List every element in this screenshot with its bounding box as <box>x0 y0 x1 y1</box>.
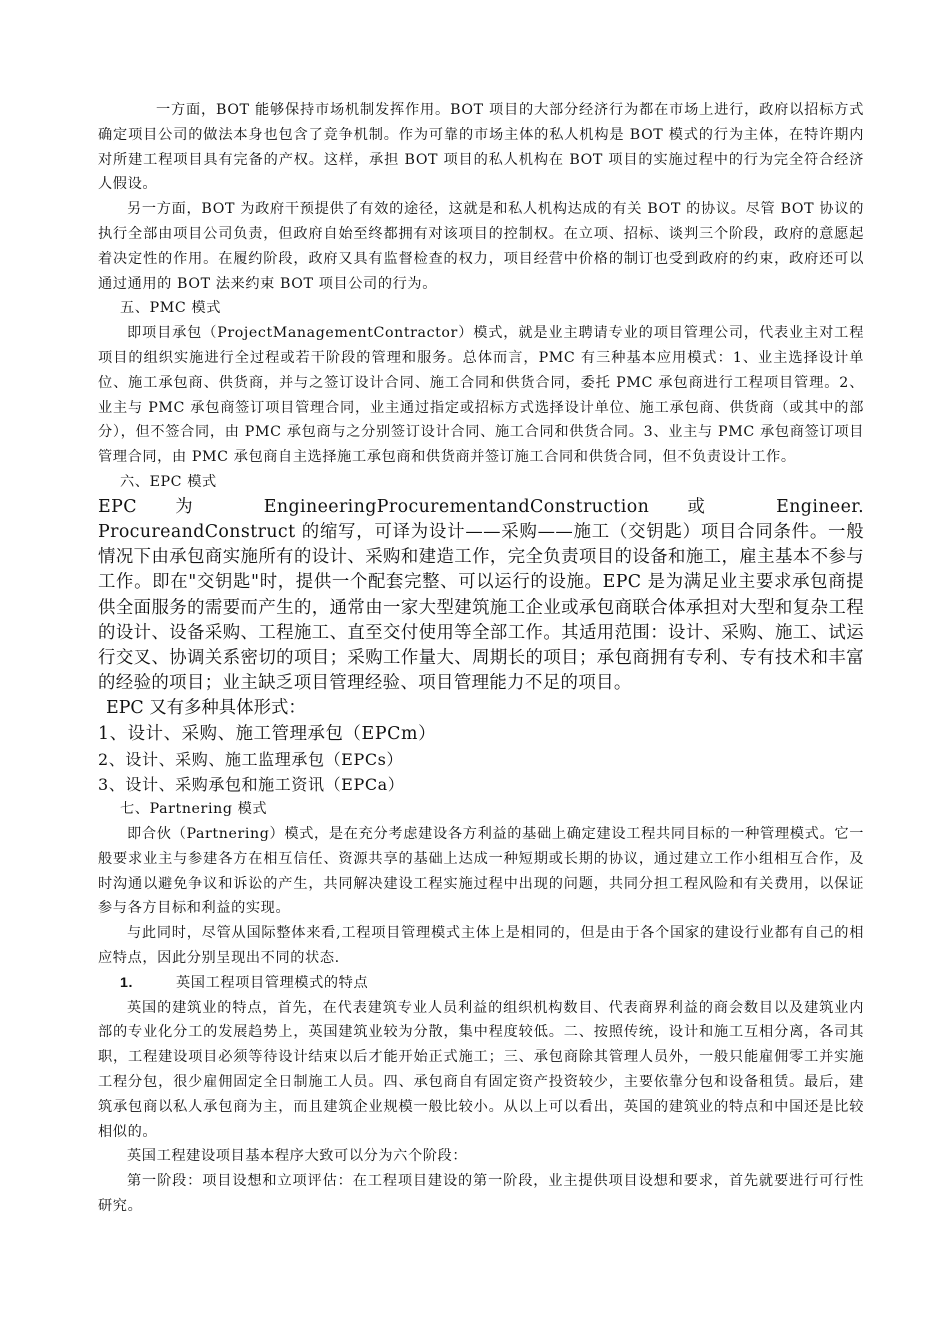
epc-form-item: 1、设计、采购、施工管理承包（EPCm） <box>98 723 437 744</box>
paragraph-bot-government: 另一方面，BOT 为政府干预提供了有效的途径，这就是和私人机构达成的有关 BOT 的协议。尽管 BOT 协议的执行全部由项目公司负责，但政府自始至终都拥有对该项目的控制权。在立项、招标、谈判三个阶段，政府的意愿起着决定性的作用。在履约阶段，政府又具有监督检查的权力，项目经营中价格的制订也受到政府的约束，政府还可以通过通用的 BOT 法来约束 BOT 项目公司的行为。 <box>98 201 864 292</box>
subsection-number: 1. <box>120 974 134 991</box>
document-page <box>98 98 864 1219</box>
paragraph-stage-one: 第一阶段：项目设想和立项评估：在工程项目建设的第一阶段，业主提供项目设想和要求，首先就要进行可行性研究。 <box>98 1173 864 1214</box>
epc-form-item: 3、设计、采购承包和施工资讯（EPCa） <box>98 774 405 794</box>
paragraph-bot-market: 一方面，BOT 能够保持市场机制发挥作用。BOT 项目的大部分经济行为都在市场上进行，政府以招标方式确定项目公司的做法本身也包含了竞争机制。作为可靠的市场主体的私人机构是 BOT 模式的行为主体，在特许期内对所建工程项目具有完备的产权。这样，承担 BOT 项目的私人机构在 BOT 项目的实施过程中的行为完全符合经济人假设。 <box>98 102 864 193</box>
section-heading-epc: 六、EPC 模式 <box>120 473 217 490</box>
subsection-heading-uk <box>98 971 864 996</box>
paragraph-uk-features: 英国的建筑业的特点，首先，在代表建筑专业人员利益的组织机构数目、代表商界利益的商会数目以及建筑业内部的专业化分工的发展趋势上，英国建筑业较为分散，集中程度较低。二、按照传统，设计和施工互相分离，各司其职，工程建设项目必须等待设计结束以后才能开始正式施工；三、承包商除其管理人员外，一般只能雇佣零工并实施工程分包，很少雇佣固定全日制施工人员。四、承包商自有固定资产投资较少，主要依靠分包和设备租赁。最后，建筑承包商以私人承包商为主，而且建筑企业规模一般比较小。从以上可以看出，英国的建筑业的特点和中国还是比较相似的。 <box>98 999 864 1140</box>
paragraph-partnering: 即合伙（Partnering）模式，是在充分考虑建设各方利益的基础上确定建设工程共同目标的一种管理模式。它一般要求业主与参建各方在相互信任、资源共享的基础上达成一种短期或长期的协议，通过建立工作小组相互合作，及时沟通以避免争议和诉讼的产生，共同解决建设工程实施过程中出现的问题，共同分担工程风险和有关费用，以保证参与各方目标和利益的实现。 <box>98 825 864 917</box>
paragraph-epc: EPC 为 EngineeringProcurementandConstruction 或 Engineer. ProcureandConstruct 的缩写，可译为设计——采购——施工（交钥匙）项目合同条件。一般情况下由承包商实施所有的设计、采购和建造工作，完全负责项目的设备和施工，雇主基本不参与工作。即在"交钥匙"时，提供一个配套完整、可以运行的设施。EPC 是为满足业主要求承包商提供全面服务的需要而产生的，通常由一家大型建筑施工企业或承包商联合体承担对大型和复杂工程的设计、设备采购、工程施工、直至交付使用等全部工作。其适用范围：设计、采购、施工、试运行交叉、协调关系密切的项目；采购工作量大、周期长的项目；承包商拥有专利、专有技术和丰富的经验的项目；业主缺乏项目管理经验、项目管理能力不足的项目。 <box>98 496 864 694</box>
paragraph-pmc: 即项目承包（ProjectManagementContractor）模式，就是业主聘请专业的项目管理公司，代表业主对工程项目的组织实施进行全过程或若干阶段的管理和服务。总体而言，PMC 有三种基本应用模式：1、业主选择设计单位、施工承包商、供货商，并与之签订设计合同、施工合同和供货合同，委托 PMC 承包商进行工程项目管理。2、业主与 PMC 承包商签订项目管理合同，业主通过指定或招标方式选择设计单位、施工承包商、供货商（或其中的部分），但不签合同，由 PMC 承包商与之分别签订设计合同、施工合同和供货合同。3、业主与 PMC 承包商签订项目管理合同，由 PMC 承包商自主选择施工承包商和供货商并签订施工合同和供货合同，但不负责设计工作。 <box>98 325 864 466</box>
epc-form-item: 2、设计、采购、施工监理承包（EPCs） <box>98 749 404 769</box>
paragraph-uk-stages: 英国工程建设项目基本程序大致可以分为六个阶段： <box>127 1148 468 1165</box>
section-heading-pmc: 五、PMC 模式 <box>120 300 221 317</box>
subsection-title: 英国工程项目管理模式的特点 <box>176 974 369 991</box>
paragraph-international: 与此同时，尽管从国际整体来看,工程项目管理模式主体上是相同的，但是由于各个国家的建设行业都有自己的相应特点，因此分别呈现出不同的状态. <box>98 925 864 966</box>
epc-forms-intro: EPC 又有多种具体形式： <box>106 698 306 719</box>
section-heading-partnering: 七、Partnering 模式 <box>120 801 268 818</box>
